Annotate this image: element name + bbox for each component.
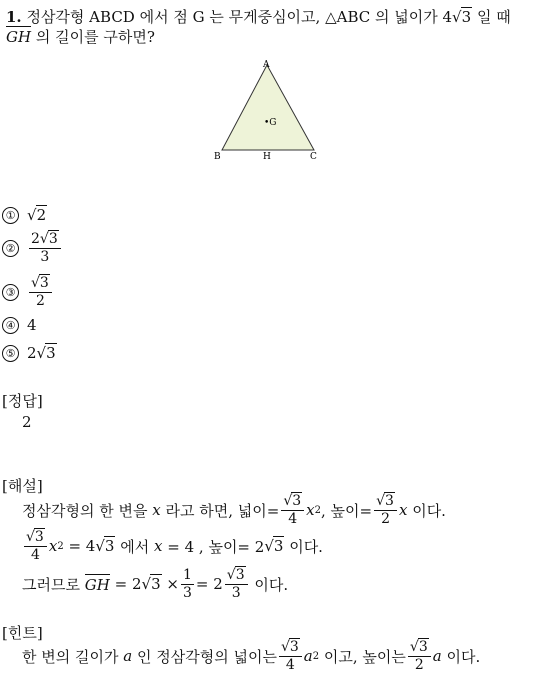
option-fraction: $\frac{√3}{2}$: [29, 276, 52, 308]
question-text-end: 일 때: [476, 8, 511, 26]
triangle-shape: [222, 65, 314, 150]
explanation-line-3: 그러므로 GH = 2 √3 × $\frac{1}{3}$ = 2 $\frac{√3}{3}$ 이다.: [22, 567, 289, 601]
question-line-1: [6, 6, 511, 27]
triangle-figure: [210, 55, 330, 165]
answer-header: [정답]: [2, 392, 43, 410]
answer-value: 2: [22, 413, 32, 431]
question-text-2: 의 길이를 구하면?: [35, 28, 155, 46]
option-marker: ①: [2, 207, 19, 224]
option-2[interactable]: [2, 232, 63, 264]
segment-gh: GH: [6, 28, 32, 46]
vertex-label-a: A: [263, 60, 270, 70]
point-label-h: H: [263, 152, 271, 162]
option-marker: ⑤: [2, 345, 19, 362]
option-value: √2: [27, 206, 47, 224]
hint-header: [힌트]: [2, 624, 43, 642]
hint-line: 한 변의 길이가 a 인 정삼각형의 넓이는 $\frac{√3}{4}$ a 2 이고, 높이는 $\frac{√3}{2}$ a 이다.: [22, 639, 481, 673]
question-line-2: [6, 26, 155, 47]
sqrt: √3: [452, 8, 472, 26]
question-number: 1.: [6, 8, 22, 26]
centroid-label-g: •G: [264, 118, 277, 128]
vertex-label-c: C: [310, 152, 317, 162]
option-marker: ②: [2, 240, 19, 257]
explanation-line-2: $\frac{√3}{4}$ x 2 = 4 √3 에서 x = 4 , 높이= 2 √3 이다.: [26, 529, 323, 563]
option-marker: ③: [2, 284, 19, 301]
option-3[interactable]: [2, 276, 54, 308]
option-value: 2√3: [27, 344, 56, 362]
question-text: 정삼각형 ABCD 에서 점 G 는 무게중심이고, △ABC 의 넓이가 4: [26, 8, 453, 26]
option-4[interactable]: [2, 316, 37, 334]
option-fraction: $\frac{2√3}{3}$: [29, 232, 61, 264]
vertex-label-b: B: [214, 152, 221, 162]
option-value: 4: [27, 316, 37, 334]
option-5[interactable]: [2, 344, 57, 362]
explanation-header: [해설]: [2, 477, 43, 495]
explanation-line-1: 정삼각형의 한 변을 x 라고 하면, 넓이= $\frac{√3}{4}$ x 2 , 높이= $\frac{√3}{2}$ x 이다.: [22, 493, 446, 527]
option-marker: ④: [2, 317, 19, 334]
option-1[interactable]: [2, 206, 47, 224]
